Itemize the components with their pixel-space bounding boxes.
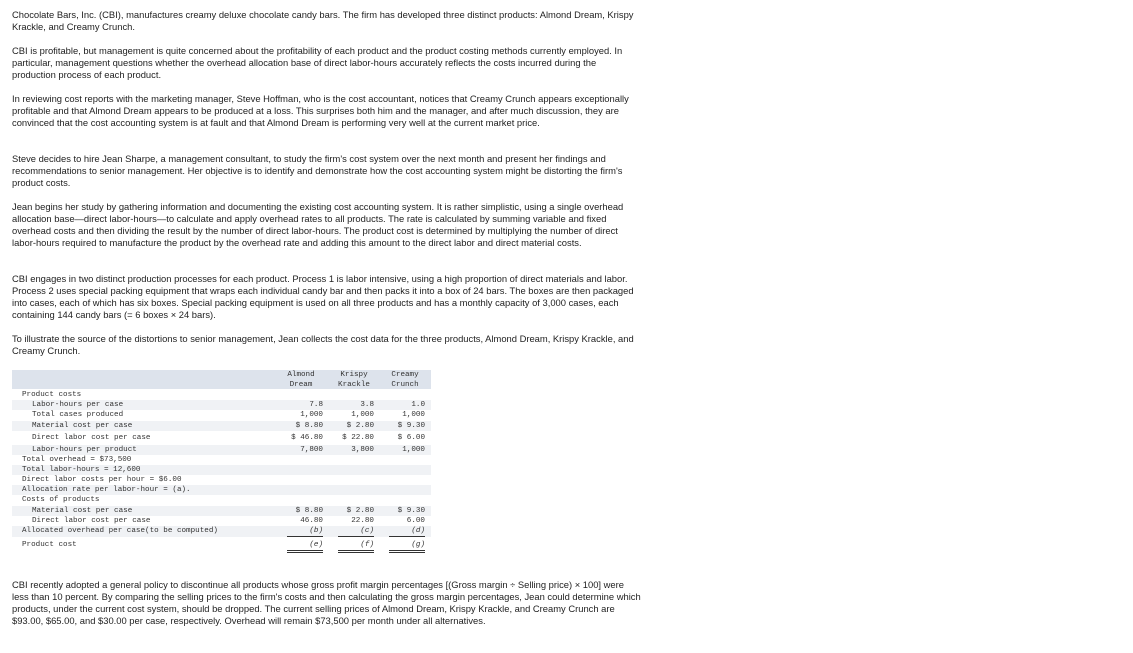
table-cell: (b) (287, 526, 323, 537)
table-row (12, 475, 431, 485)
column-header-creamy-crunch (380, 370, 430, 390)
table-row (12, 455, 431, 465)
table-cell: (f) (338, 540, 374, 553)
table-row (12, 526, 431, 537)
table-row (12, 445, 431, 455)
cost-reports-paragraph: In reviewing cost reports with the marketing manager, Steve Hoffman, who is the cost accountant, notices that Creamy Crunch appears exceptionally profitable and that Almond Dream appears to be produced at a loss. This surprises both him and the manager, and after much discussion, they are convinced that the cost accounting system is at fault and that Almond Dream is performing very well at the current market price. (12, 93, 629, 128)
row-label: Direct labor cost per case (32, 434, 151, 442)
processes-paragraph: CBI engages in two distinct production processes for each product. Process 1 is labor intensive, using a high proportion of direct materials and labor. Process 2 uses special packing equipment that wraps each individual candy bar and then packs it into a box of 24 bars. The boxes are then packaged into cases, each of which has six boxes. Special packing equipment is used on all three products and has a monthly capacity of 3,000 cases, each containing 144 candy bars (= 6 boxes × 24 bars). (12, 273, 634, 320)
table-cell: (c) (338, 526, 374, 537)
policy-paragraph: CBI recently adopted a general policy to discontinue all products whose gross profit margin percentages [(Gross margin ÷ Selling price) × 100] were less than 10 percent. By comparing the selling prices to the firm's costs and then calculating the gross margin percentages, Jean could determine which products, under the current cost system, should be dropped. The current selling prices of Almond Dream, Krispy Krackle, and Creamy Crunch are $93.00, $65.00, and $30.00 per case, respectively. Overhead will remain $73,500 per month under all alternatives. (12, 579, 641, 626)
table-cell: $ 2.80 (346, 422, 374, 430)
table-cell: 7.8 (309, 401, 323, 409)
column-header-line: Dream (289, 381, 313, 389)
table-cell: (d) (389, 526, 425, 537)
table-row (12, 421, 431, 431)
table-row (12, 465, 431, 475)
table-cell: (e) (287, 540, 323, 553)
table-cell: 1,000 (402, 411, 425, 419)
table-cell: $ 9.30 (397, 507, 425, 515)
table-cell: 1,000 (300, 411, 323, 419)
row-label: Total labor-hours = 12,600 (22, 466, 141, 474)
row-label: Total overhead = $73,500 (22, 456, 132, 464)
table-cell: $ 6.00 (397, 434, 425, 442)
row-label: Labor-hours per case (32, 401, 124, 409)
table-cell: $ 46.80 (291, 434, 323, 442)
row-label: Costs of products (22, 496, 100, 504)
illustrate-paragraph: To illustrate the source of the distortions to senior management, Jean collects the cost data for the three products, Almond Dream, Krispy Krackle, and Creamy Crunch. (12, 333, 634, 356)
table-cell: 7,800 (300, 446, 323, 454)
table-cell: 46.80 (300, 517, 323, 525)
intro-paragraph: Chocolate Bars, Inc. (CBI), manufactures creamy deluxe chocolate candy bars. The firm has developed three distinct products: Almond Dream, Krispy Krackle, and Creamy Crunch. (12, 9, 634, 32)
row-label: Labor-hours per product (32, 446, 137, 454)
table-cell: $ 8.80 (295, 507, 323, 515)
table-cell: $ 9.30 (397, 422, 425, 430)
column-header-line: Krackle (338, 381, 370, 389)
table-cell: 3,800 (351, 446, 374, 454)
row-label: Allocated overhead per case(to be computed) (22, 527, 218, 535)
table-cell: $ 2.80 (346, 507, 374, 515)
row-label: Direct labor costs per hour = $6.00 (22, 476, 182, 484)
column-header-krispy-krackle (329, 370, 379, 390)
table-row (12, 485, 431, 495)
row-label: Total cases produced (32, 411, 124, 419)
table-cell: $ 22.80 (342, 434, 374, 442)
table-cell: 1,000 (351, 411, 374, 419)
row-label: Product costs (22, 391, 82, 399)
table-row (12, 410, 431, 420)
column-header-almond-dream (276, 370, 326, 390)
column-header-line: Creamy (391, 371, 419, 379)
row-label: Product cost (22, 541, 77, 549)
table-row (12, 400, 431, 410)
column-header-line: Almond (287, 371, 315, 379)
table-row (12, 516, 431, 526)
row-label: Material cost per case (32, 422, 133, 430)
table-cell: 3.8 (360, 401, 374, 409)
study-paragraph: Jean begins her study by gathering information and documenting the existing cost accounting system. It is rather simplistic, using a single overhead allocation base—direct labor-hours—to calculate and apply overhead rates to all products. The rate is calculated by summing variable and fixed overhead costs and then dividing the result by the number of direct labor-hours. The product cost is determined by multiplying the number of direct labor-hours required to manufacture the product by the overhead rate and adding this amount to the direct labor and direct material costs. (12, 201, 624, 248)
row-label: Allocation rate per labor-hour = (a). (22, 486, 191, 494)
column-header-line: Krispy (340, 371, 368, 379)
table-row (12, 390, 431, 400)
table-cell: 6.00 (406, 517, 425, 525)
cost-data-table (12, 370, 431, 555)
table-row (12, 506, 431, 516)
table-cell: 1,000 (402, 446, 425, 454)
table-cell: 1.0 (411, 401, 425, 409)
row-label: Direct labor cost per case (32, 517, 151, 525)
consultant-paragraph: Steve decides to hire Jean Sharpe, a management consultant, to study the firm's cost system over the next month and present her findings and recommendations to senior management. Her objective is to identify and demonstrate how the cost accounting system might be distorting the firm's product costs. (12, 153, 623, 188)
table-row (12, 433, 431, 443)
table-cell: 22.80 (351, 517, 374, 525)
row-label: Material cost per case (32, 507, 133, 515)
table-cell: (g) (389, 540, 425, 553)
table-cell: $ 8.80 (295, 422, 323, 430)
table-row (12, 495, 431, 505)
profitability-paragraph: CBI is profitable, but management is quite concerned about the profitability of each product and the product costing methods currently employed. In particular, management questions whether the overhead allocation base of direct labor-hours accurately reflects the costs incurred during the production process of each product. (12, 45, 623, 80)
table-row (12, 540, 431, 552)
column-header-line: Crunch (391, 381, 419, 389)
